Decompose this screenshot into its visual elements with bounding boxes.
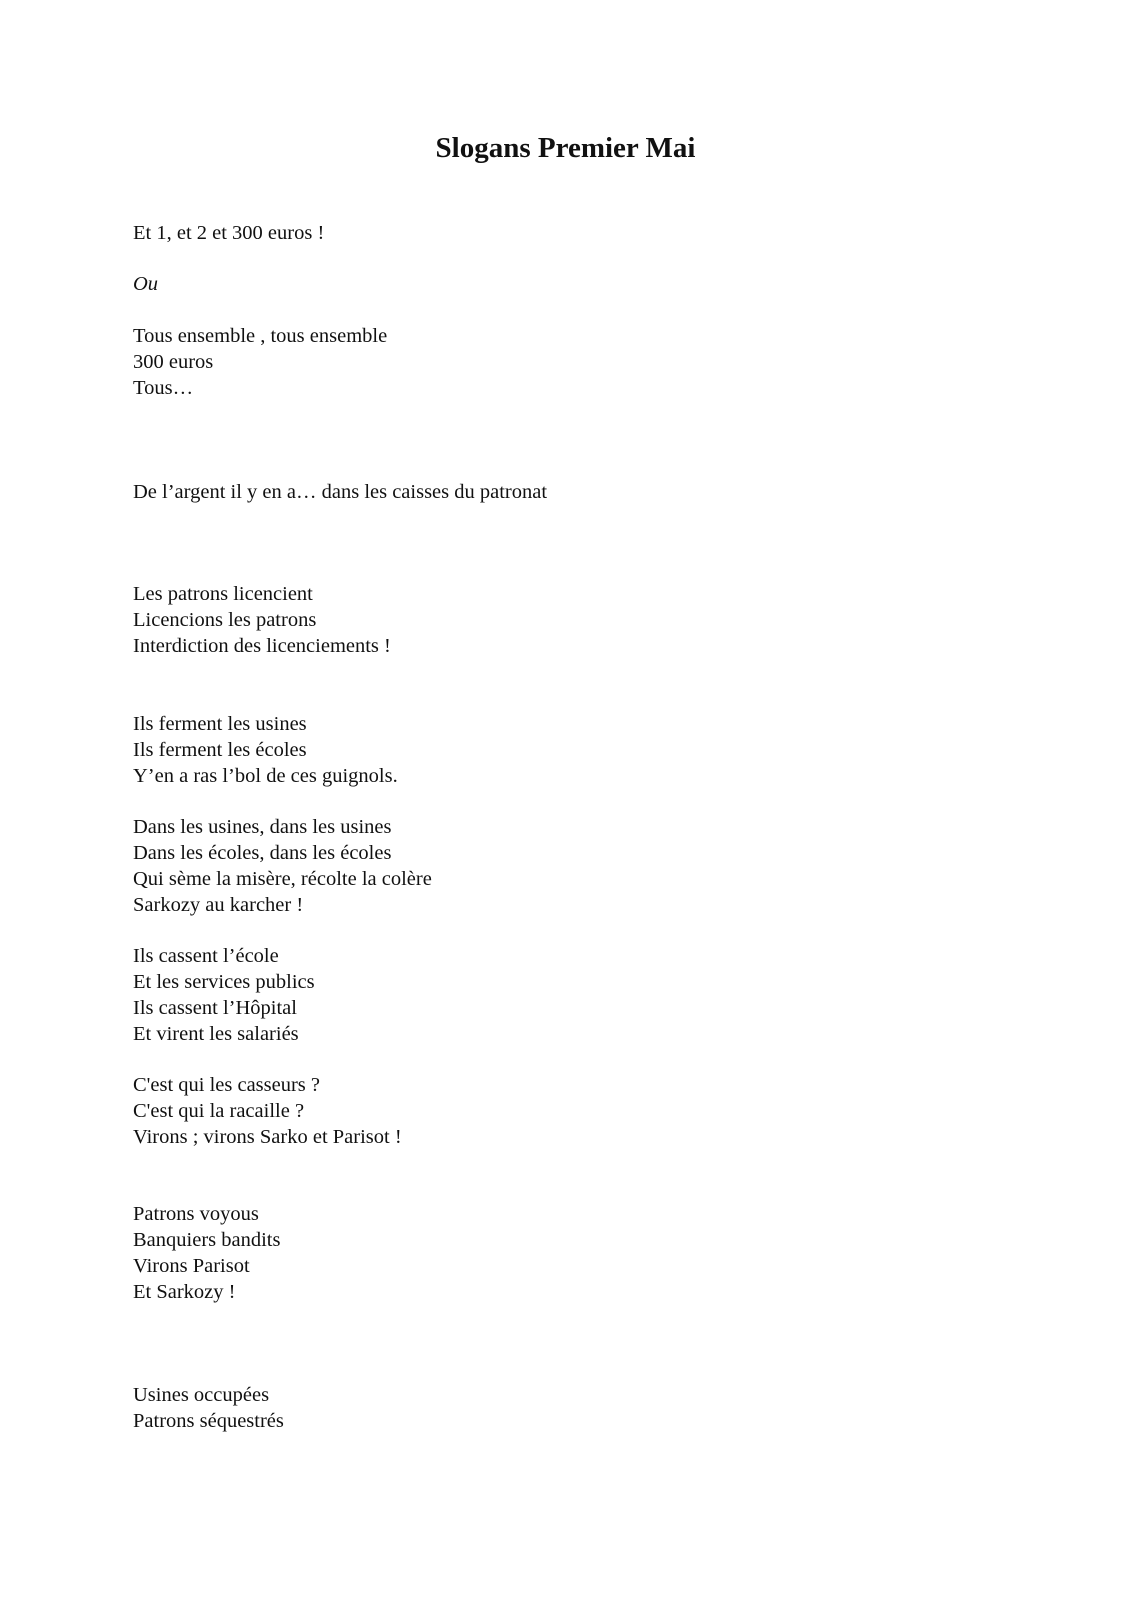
slogan-line: Patrons voyous (133, 1203, 259, 1225)
slogan-line: Virons Parisot (133, 1255, 250, 1277)
slogan-line: Licencions les patrons (133, 609, 317, 631)
slogan-line: Qui sème la misère, récolte la colère (133, 868, 432, 890)
slogan-line: De l’argent il y en a… dans les caisses du patronat (133, 481, 548, 503)
slogan-line: Et virent les salariés (133, 1023, 299, 1045)
slogan-line: Tous… (133, 377, 194, 399)
slogan-line: Et les services publics (133, 971, 315, 993)
slogan-line: Sarkozy au karcher ! (133, 894, 304, 916)
slogan-line: Tous ensemble , tous ensemble (133, 325, 388, 347)
slogan-line: Dans les usines, dans les usines (133, 816, 392, 838)
page-title: Slogans Premier Mai (435, 132, 696, 164)
slogan-line: Interdiction des licenciements ! (133, 635, 391, 657)
slogan-line: Patrons séquestrés (133, 1410, 284, 1432)
slogan-line: Virons ; virons Sarko et Parisot ! (133, 1126, 402, 1148)
slogan-line: Ils cassent l’école (133, 945, 279, 967)
slogan-line: Et 1, et 2 et 300 euros ! (133, 222, 325, 244)
slogan-line: Usines occupées (133, 1384, 270, 1406)
slogan-line: Les patrons licencient (133, 583, 313, 605)
slogan-line: Ils ferment les usines (133, 713, 307, 735)
slogan-line: Et Sarkozy ! (133, 1281, 236, 1303)
slogan-line: Y’en a ras l’bol de ces guignols. (133, 765, 398, 787)
slogan-separator: Ou (133, 273, 159, 295)
slogan-line: Ils ferment les écoles (133, 739, 307, 761)
slogan-line: C'est qui la racaille ? (133, 1100, 305, 1122)
slogan-line: 300 euros (133, 351, 214, 373)
slogan-line: C'est qui les casseurs ? (133, 1074, 321, 1096)
slogan-line: Banquiers bandits (133, 1229, 281, 1251)
slogan-line: Dans les écoles, dans les écoles (133, 842, 392, 864)
slogan-line: Ils cassent l’Hôpital (133, 997, 297, 1019)
